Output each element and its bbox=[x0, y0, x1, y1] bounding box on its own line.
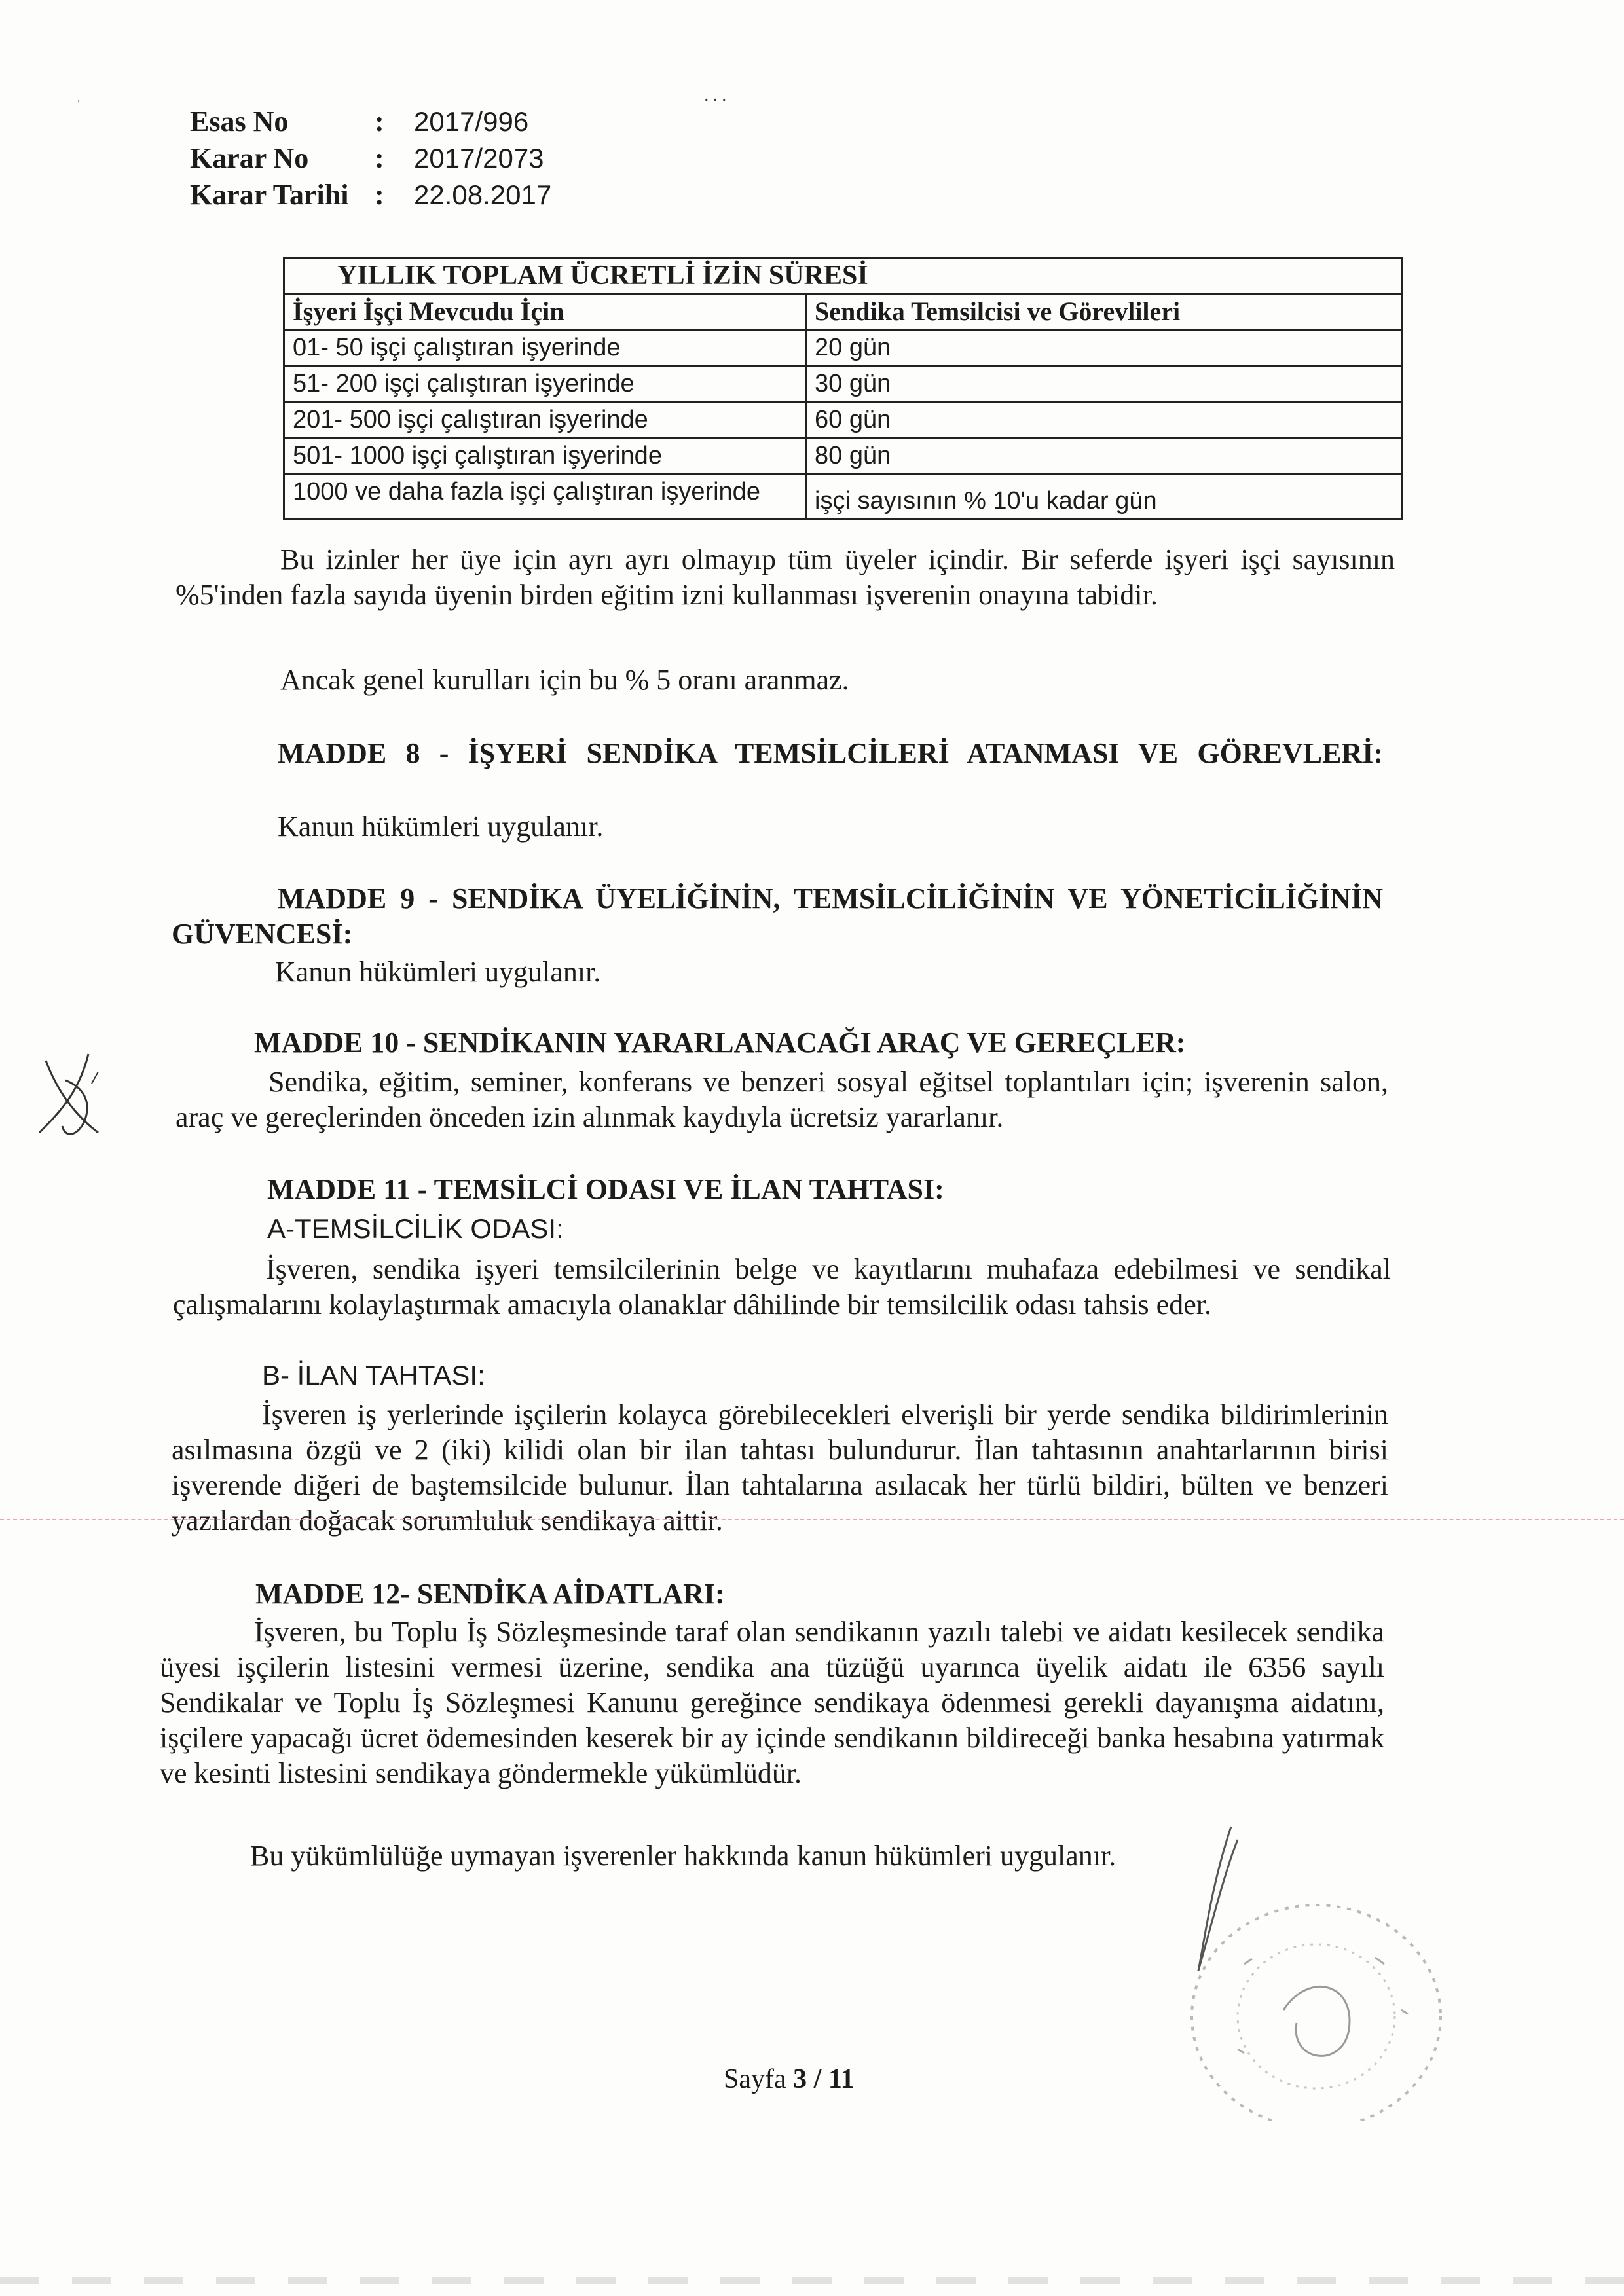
table-row bbox=[284, 330, 1402, 366]
table-cell-days: 80 gün bbox=[806, 438, 1402, 474]
table-cell-workers: 1000 ve daha fazla işçi çalıştıran işyerinde bbox=[284, 474, 806, 519]
leave-duration-table bbox=[283, 257, 1403, 520]
table-cell-workers: 51- 200 işçi çalıştıran işyerinde bbox=[284, 366, 806, 402]
esas-no-row bbox=[190, 103, 551, 140]
madde-8-heading: MADDE 8 - İŞYERİ SENDİKA TEMSİLCİLERİ ATANMASI VE GÖREVLERİ: bbox=[278, 737, 1383, 769]
table-cell-days: 30 gün bbox=[806, 366, 1402, 402]
karar-no-row bbox=[190, 140, 551, 177]
karar-no-value: 2017/2073 bbox=[414, 143, 544, 173]
karar-tarihi-label: Karar Tarihi bbox=[190, 179, 349, 211]
madde-11-text-b: İşveren iş yerlerinde işçilerin kolayca görebilecekleri elverişli bir yerde sendika bildirimlerinin asılmasına özgü ve 2 (iki) kilidi olan bir ilan tahtası bulundurur. İlan tahtasının anahtarlarının birisi işverende diğeri de baştemsilcide bulunur. İlan tahtalarına asılacak her türlü bildiri, bülten ve benzeri yazılardan doğacak sorumluluk sendikaya aittir. bbox=[172, 1398, 1388, 1537]
table-title-row bbox=[284, 258, 1402, 294]
scan-guideline bbox=[0, 1519, 1624, 1520]
page-label: Sayfa bbox=[724, 2064, 786, 2094]
esas-no-value: 2017/996 bbox=[414, 106, 529, 137]
karar-tarihi-value: 22.08.2017 bbox=[414, 179, 552, 210]
karar-tarihi-row bbox=[190, 177, 551, 213]
paragraph-leave-note: Bu izinler her üye için ayrı ayrı olmayıp tüm üyeler içindir. Bir seferde işyeri işçi sayısının %5'inden fazla sayıda üyenin birden eğitim izni kullanması işverenin onayına tabidir. bbox=[175, 543, 1395, 611]
colon: : bbox=[375, 105, 384, 137]
paragraph-general-assembly: Ancak genel kurulları için bu % 5 oranı aranmaz. bbox=[280, 664, 849, 696]
table-title: YILLIK TOPLAM ÜCRETLİ İZİN SÜRESİ bbox=[284, 258, 1402, 294]
table-header-row bbox=[284, 294, 1402, 330]
page-separator: / bbox=[813, 2064, 822, 2094]
colon: : bbox=[375, 179, 384, 211]
official-stamp-icon bbox=[1159, 1813, 1460, 2121]
madde-10-heading: MADDE 10 - SENDİKANIN YARARLANACAĞI ARAÇ VE GEREÇLER: bbox=[254, 1027, 1186, 1059]
colon: : bbox=[375, 142, 384, 174]
column-header-representatives: Sendika Temsilcisi ve Görevlileri bbox=[806, 294, 1402, 330]
madde-11-sub-b: B- İLAN TAHTASI: bbox=[262, 1360, 485, 1391]
total-pages: 11 bbox=[828, 2064, 855, 2094]
table-cell-workers: 201- 500 işçi çalıştıran işyerinde bbox=[284, 402, 806, 438]
column-header-workers: İşyeri İşçi Mevcudu İçin bbox=[284, 294, 806, 330]
madde-10-text: Sendika, eğitim, seminer, konferans ve benzeri sosyal eğitsel toplantıları için; işverenin salon, araç ve gereçlerinden önceden izin alınmak kaydıyla ücretsiz yararlanır. bbox=[175, 1066, 1388, 1133]
madde-11-heading: MADDE 11 - TEMSİLCİ ODASI VE İLAN TAHTASI: bbox=[267, 1173, 944, 1205]
table-row bbox=[284, 438, 1402, 474]
table-row bbox=[284, 402, 1402, 438]
table-cell-days: 20 gün bbox=[806, 330, 1402, 366]
madde-11-sub-a: A-TEMSİLCİLİK ODASI: bbox=[267, 1213, 564, 1244]
table-cell-days: işçi sayısının % 10'u kadar gün bbox=[806, 474, 1402, 519]
scan-mark: ' bbox=[77, 97, 81, 114]
table-row bbox=[284, 366, 1402, 402]
madde-9-text: Kanun hükümleri uygulanır. bbox=[275, 956, 601, 988]
madde-9-heading: MADDE 9 - SENDİKA ÜYELİĞİNİN, TEMSİLCİLİĞİNİN VE YÖNETİCİLİĞİNİN GÜVENCESİ: bbox=[172, 883, 1383, 950]
table-cell-workers: 01- 50 işçi çalıştıran işyerinde bbox=[284, 330, 806, 366]
case-header bbox=[190, 103, 551, 213]
karar-no-label: Karar No bbox=[190, 142, 309, 174]
table-cell-days: 60 gün bbox=[806, 402, 1402, 438]
madde-8-text: Kanun hükümleri uygulanır. bbox=[278, 811, 604, 843]
madde-12-heading: MADDE 12- SENDİKA AİDATLARI: bbox=[255, 1578, 725, 1610]
scan-edge-strip bbox=[0, 2277, 1624, 2284]
esas-no-label: Esas No bbox=[190, 105, 289, 137]
current-page: 3 bbox=[793, 2064, 807, 2094]
initials-signature-icon bbox=[26, 1034, 111, 1165]
table-cell-workers: 501- 1000 işçi çalıştıran işyerinde bbox=[284, 438, 806, 474]
page-number bbox=[724, 2064, 855, 2095]
cut-off-header-fragment: ... bbox=[704, 84, 731, 105]
madde-12-text-1: İşveren, bu Toplu İş Sözleşmesinde taraf olan sendikanın yazılı talebi ve aidatı kesilecek sendika üyesi işçilerin listesini vermesi üzerine, sendika ana tüzüğü uyarınca üyelik aidatı ile 6356 sayılı Sendikalar ve Toplu İş Sözleşmesi Kanunu gereğince sendikaya ödenmesi gerekli dayanışma aidatını, işçilere yapacağı ücret ödemesinden keserek bir ay içinde sendikanın bildireceği banka hesabına yatırmak ve kesinti listesini sendikaya göndermekle yükümlüdür. bbox=[160, 1616, 1384, 1789]
madde-12-text-2: Bu yükümlülüğe uymayan işverenler hakkında kanun hükümleri uygulanır. bbox=[250, 1840, 1116, 1872]
table-row bbox=[284, 474, 1402, 519]
madde-11-text-a: İşveren, sendika işyeri temsilcilerinin belge ve kayıtlarını muhafaza edebilmesi ve sendikal çalışmalarını kolaylaştırmak amacıyla olanaklar dâhilinde bir temsilcilik odası tahsis eder. bbox=[173, 1253, 1391, 1321]
